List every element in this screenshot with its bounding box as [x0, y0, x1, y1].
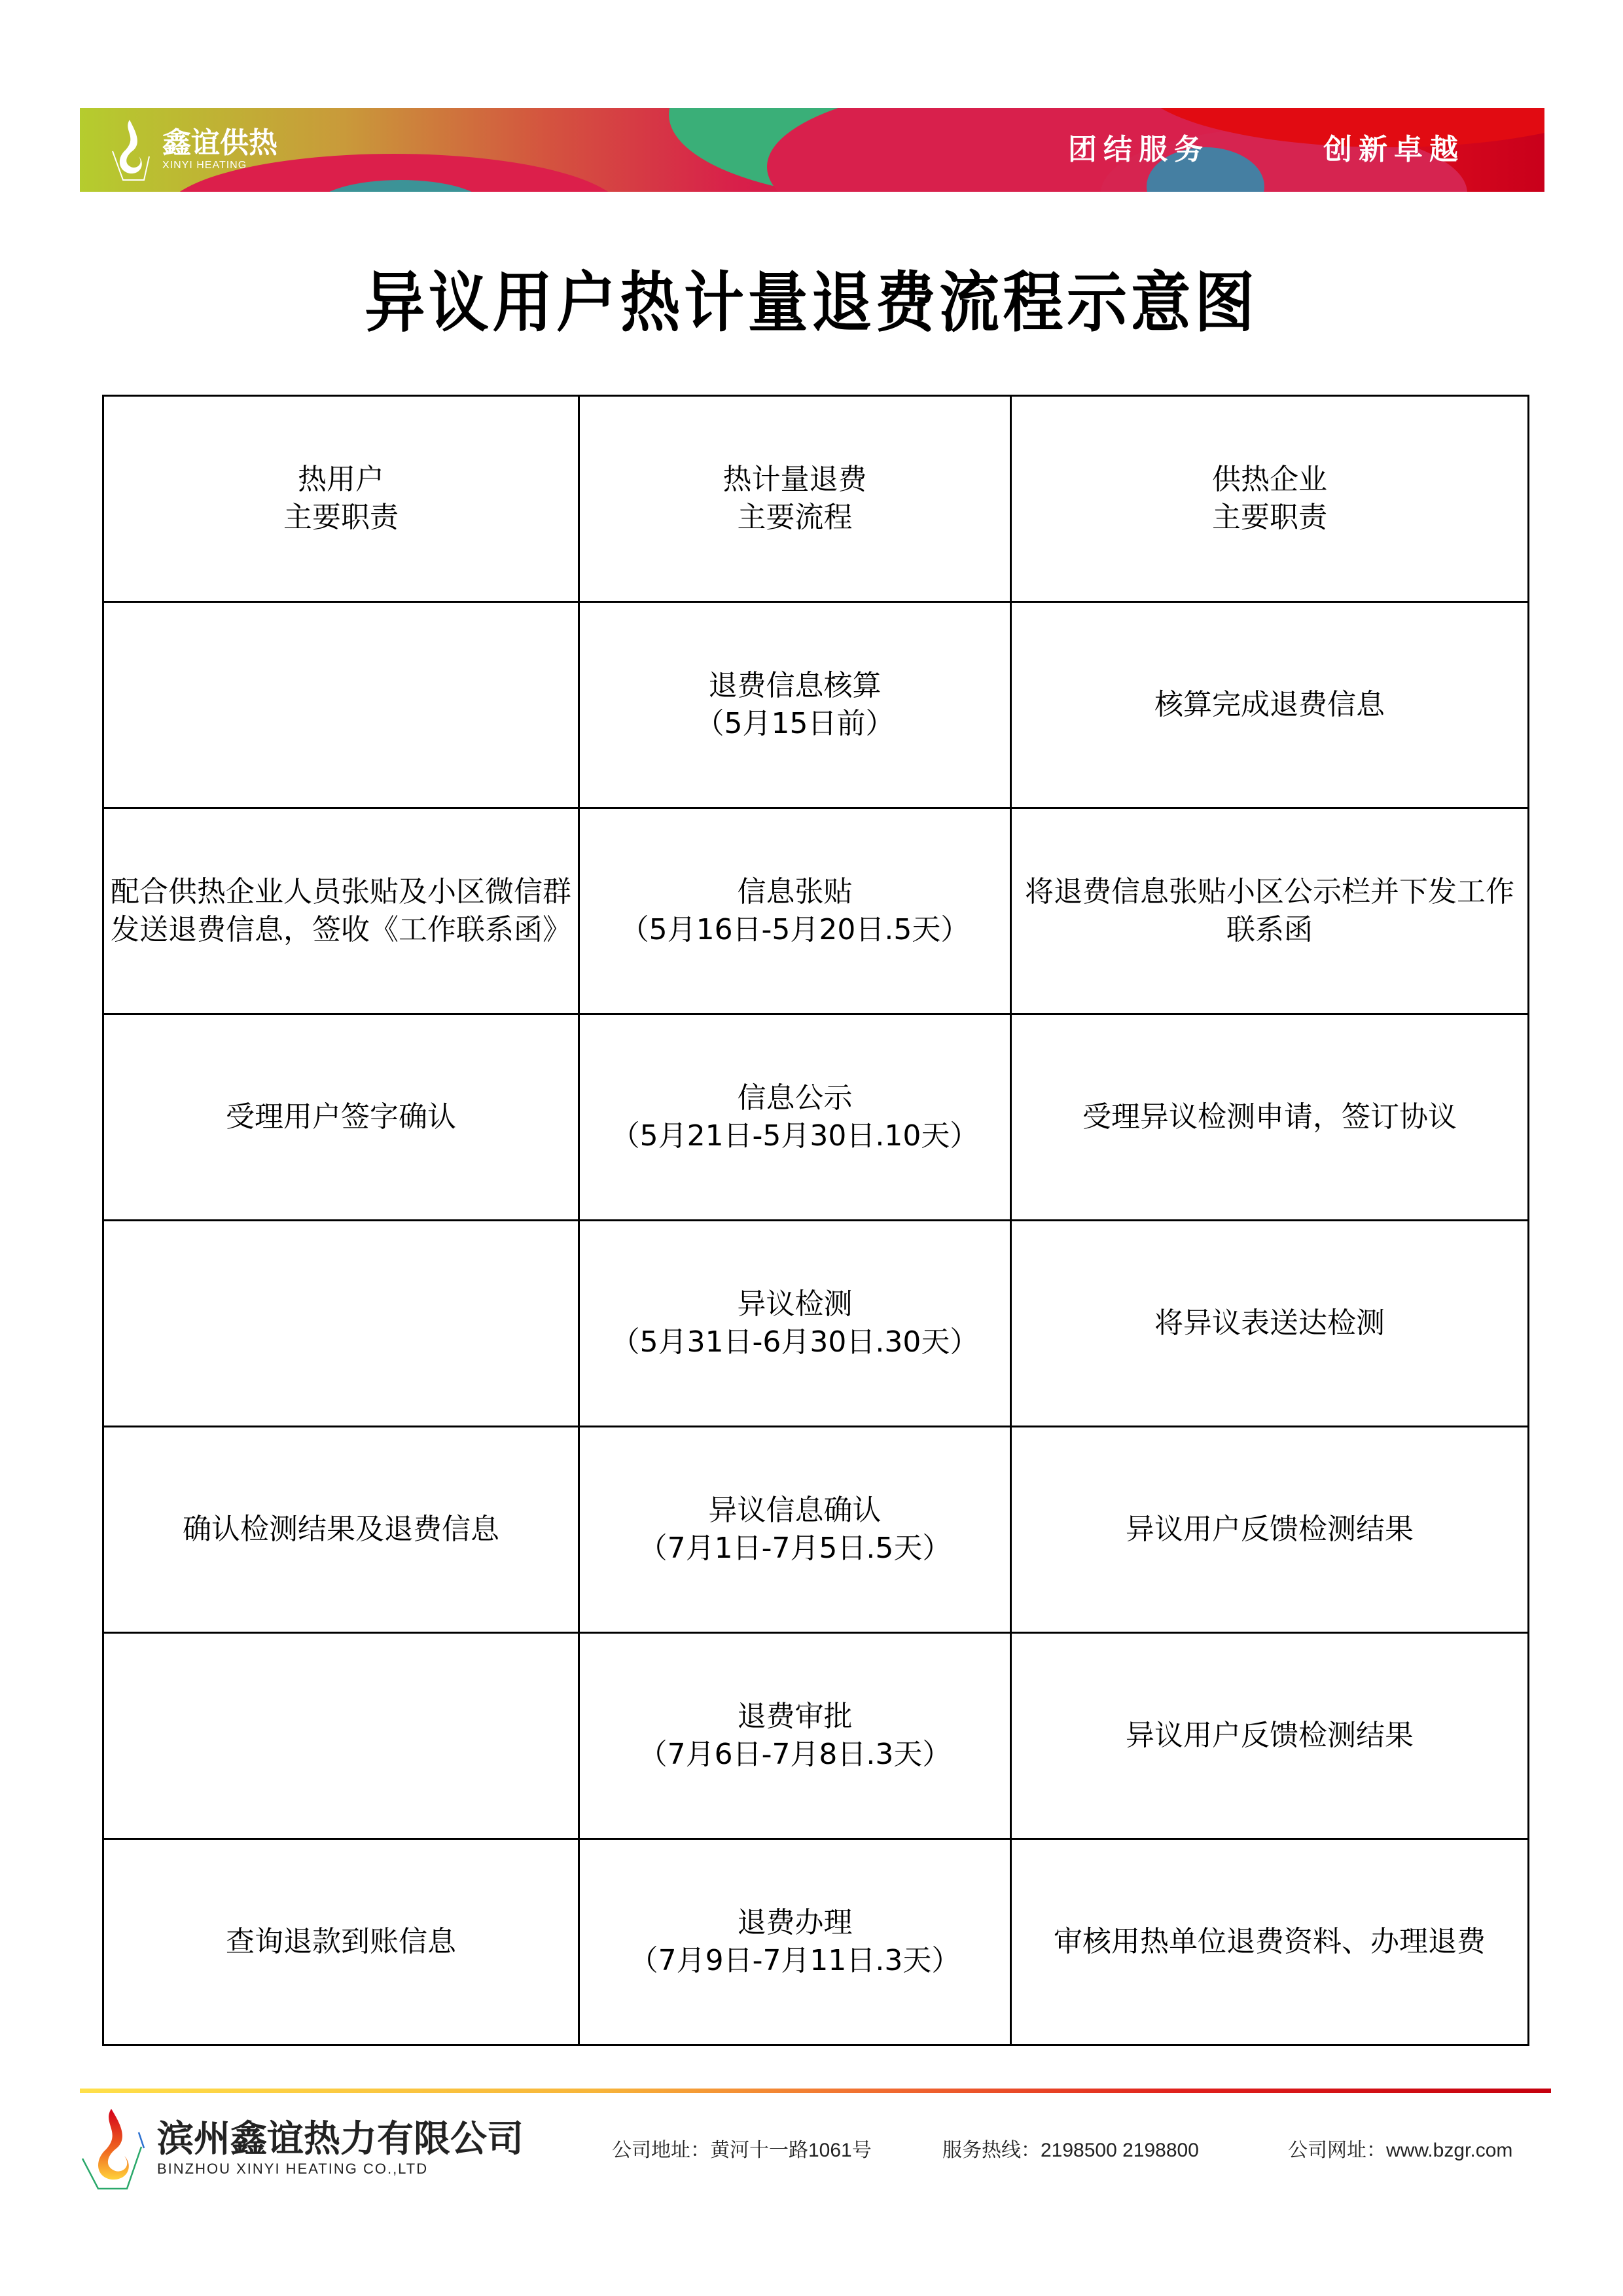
user-duty-cell: [103, 1221, 579, 1427]
process-step-cell: [579, 1014, 1011, 1221]
user-duty-cell: 查询退款到账信息: [103, 1839, 579, 2045]
flame-logo-icon: [103, 117, 156, 183]
slogan-unity: 团结服务: [1068, 133, 1209, 166]
flame-logo-icon: [76, 2106, 149, 2191]
table-row: [103, 808, 1529, 1014]
process-step-period: （5月16日-5月20日.5天）: [620, 913, 970, 946]
user-duty-cell: [103, 1633, 579, 1839]
process-step-cell: [579, 808, 1011, 1014]
process-step-name: 退费审批: [737, 1700, 853, 1733]
footer-hotline: 服务热线：2198500 2198800: [942, 2140, 1199, 2161]
process-step-cell: [579, 1427, 1011, 1633]
process-step-cell: [579, 1221, 1011, 1427]
process-step-cell: [579, 1633, 1011, 1839]
table-row: [103, 1839, 1529, 2045]
user-duty-cell: 受理用户签字确认: [103, 1014, 579, 1221]
company-duty-cell: 核算完成退费信息: [1011, 602, 1529, 808]
header-cell-user: 热用户 主要职责: [103, 396, 579, 602]
process-step-period: （5月21日-5月30日.10天）: [611, 1119, 979, 1153]
user-duty-cell: 配合供热企业人员张贴及小区微信群发送退费信息，签收《工作联系函》: [103, 808, 579, 1014]
process-step-period: （5月15日前）: [695, 707, 895, 740]
process-step-name: 异议信息确认: [708, 1494, 882, 1527]
user-duty-cell: 确认检测结果及退费信息: [103, 1427, 579, 1633]
process-step-period: （7月9日-7月11日.3天）: [629, 1944, 961, 1977]
process-step-name: 退费信息核算: [708, 669, 882, 702]
process-step-name: 信息张贴: [737, 875, 853, 908]
table-header-row: [103, 396, 1529, 602]
brand-logo: [103, 113, 277, 187]
process-step-cell: [579, 602, 1011, 808]
table-row: [103, 602, 1529, 808]
footer-company-name: 滨州鑫谊热力有限公司: [157, 2118, 524, 2161]
process-step-period: （5月31日-6月30日.30天）: [611, 1325, 979, 1359]
header-cell-company: 供热企业 主要职责: [1011, 396, 1529, 602]
user-duty-cell: [103, 602, 579, 808]
company-duty-cell: 异议用户反馈检测结果: [1011, 1633, 1529, 1839]
process-step-name: 异议检测: [737, 1287, 853, 1321]
page-title: 异议用户热计量退费流程示意图: [365, 264, 1258, 341]
refund-flow-table: [102, 395, 1529, 2046]
footer-website[interactable]: 公司网址：www.bzgr.com: [1288, 2140, 1513, 2161]
header-banner: [80, 108, 1544, 192]
process-step-period: （7月1日-7月5日.5天）: [638, 1532, 952, 1565]
company-duty-cell: 审核用热单位退费资料、办理退费: [1011, 1839, 1529, 2045]
process-step-period: （7月6日-7月8日.3天）: [638, 1738, 952, 1771]
table-row: [103, 1221, 1529, 1427]
brand-name: 鑫谊供热: [162, 126, 277, 160]
header-cell-process: 热计量退费 主要流程: [579, 396, 1011, 602]
company-duty-cell: 异议用户反馈检测结果: [1011, 1427, 1529, 1633]
footer-address: 公司地址：黄河十一路1061号: [612, 2140, 872, 2161]
table-row: [103, 1427, 1529, 1633]
footer-divider: [80, 2089, 1551, 2093]
company-duty-cell: 将退费信息张贴小区公示栏并下发工作联系函: [1011, 808, 1529, 1014]
company-duty-cell: 将异议表送达检测: [1011, 1221, 1529, 1427]
table-row: [103, 1014, 1529, 1221]
process-step-cell: [579, 1839, 1011, 2045]
slogan-innovation: 创新卓越: [1323, 133, 1465, 166]
brand-name-en: XINYI HEATING: [162, 160, 247, 171]
footer-company-name-en: BINZHOU XINYI HEATING CO.,LTD: [157, 2161, 429, 2177]
process-step-name: 退费办理: [737, 1906, 853, 1939]
process-step-name: 信息公示: [737, 1081, 853, 1115]
table-row: [103, 1633, 1529, 1839]
company-duty-cell: 受理异议检测申请，签订协议: [1011, 1014, 1529, 1221]
footer-company-logo: [76, 2106, 524, 2191]
